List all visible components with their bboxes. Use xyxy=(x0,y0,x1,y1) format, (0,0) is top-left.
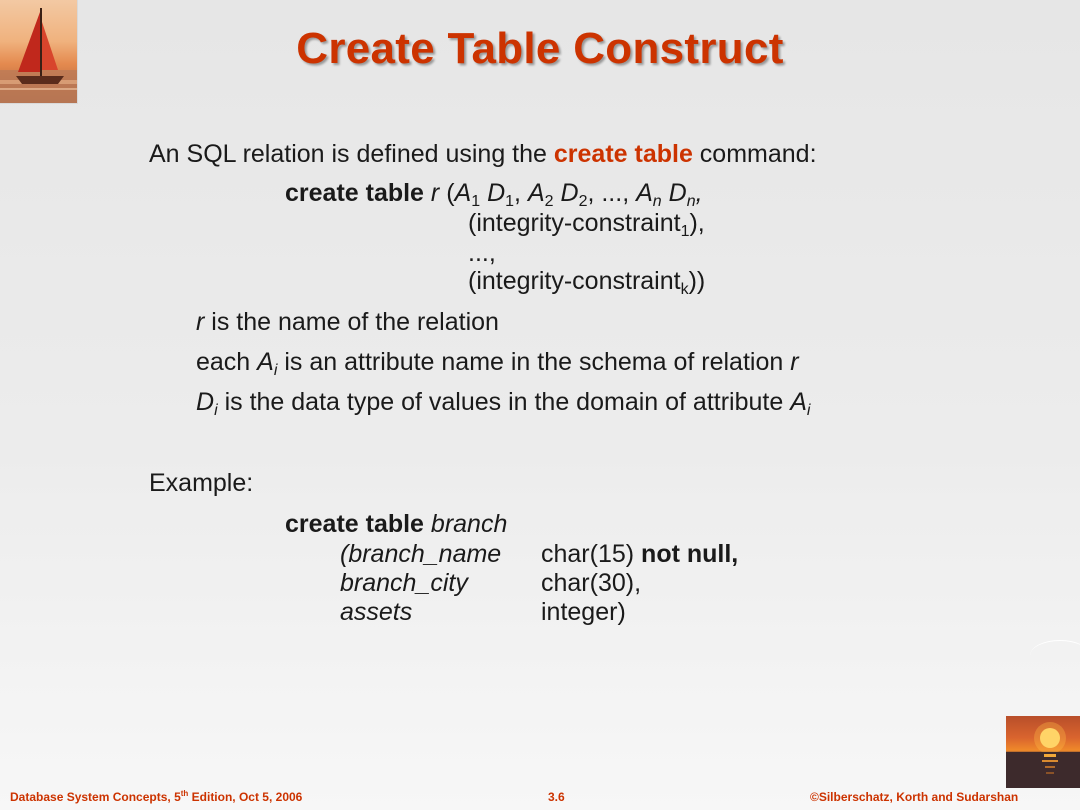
example-row-name: (branch_name xyxy=(340,540,502,568)
bullet-relation-name: r is the name of the relation xyxy=(196,308,499,336)
slide-title: Create Table Construct xyxy=(296,24,784,73)
bullet-attribute: each $A_i$ is an attribute name in the schema of relation r xyxy=(196,348,799,379)
sunset-logo-icon xyxy=(1006,716,1080,788)
footer-left: Database System Concepts, 5th Edition, Oct 5, 2006 xyxy=(10,789,303,804)
decorative-arc xyxy=(1030,640,1080,671)
example-row-type: char(15) not null, xyxy=(541,540,739,568)
footer-page-number: 3.6 xyxy=(548,790,565,804)
footer-copyright: ©Silberschatz, Korth and Sudarshan xyxy=(810,790,1019,804)
syntax-relation: r xyxy=(430,179,440,207)
example-row-name: branch_city xyxy=(340,569,468,597)
intro-line xyxy=(149,139,817,169)
intro-after: command: xyxy=(692,140,817,168)
example-row-type: integer) xyxy=(541,598,626,626)
bullet-domain: $D_i$ is the data type of values in the domain of attribute $A_i$ xyxy=(196,388,811,419)
intro-before: An SQL relation is defined using the xyxy=(149,140,554,168)
syntax-ellipsis: ..., xyxy=(468,239,496,267)
syntax-constraint-1: (integrity-constraint$_1$), xyxy=(468,209,705,240)
intro-keyword: create table xyxy=(553,140,693,168)
example-label: Example: xyxy=(149,469,254,497)
syntax-keyword: create table xyxy=(285,179,424,207)
example-header: create table branch xyxy=(285,510,508,538)
example-row-name: assets xyxy=(340,598,413,626)
example-row-type: char(30), xyxy=(541,569,642,597)
example-table-name: branch xyxy=(430,510,508,538)
syntax-constraint-k: (integrity-constraint$_k$)) xyxy=(468,267,706,298)
syntax-line-1: create table r ($A_1$ $D_1$, $A_2$ $D_2$, ..., $A_n$ $D_n$, xyxy=(285,179,703,210)
